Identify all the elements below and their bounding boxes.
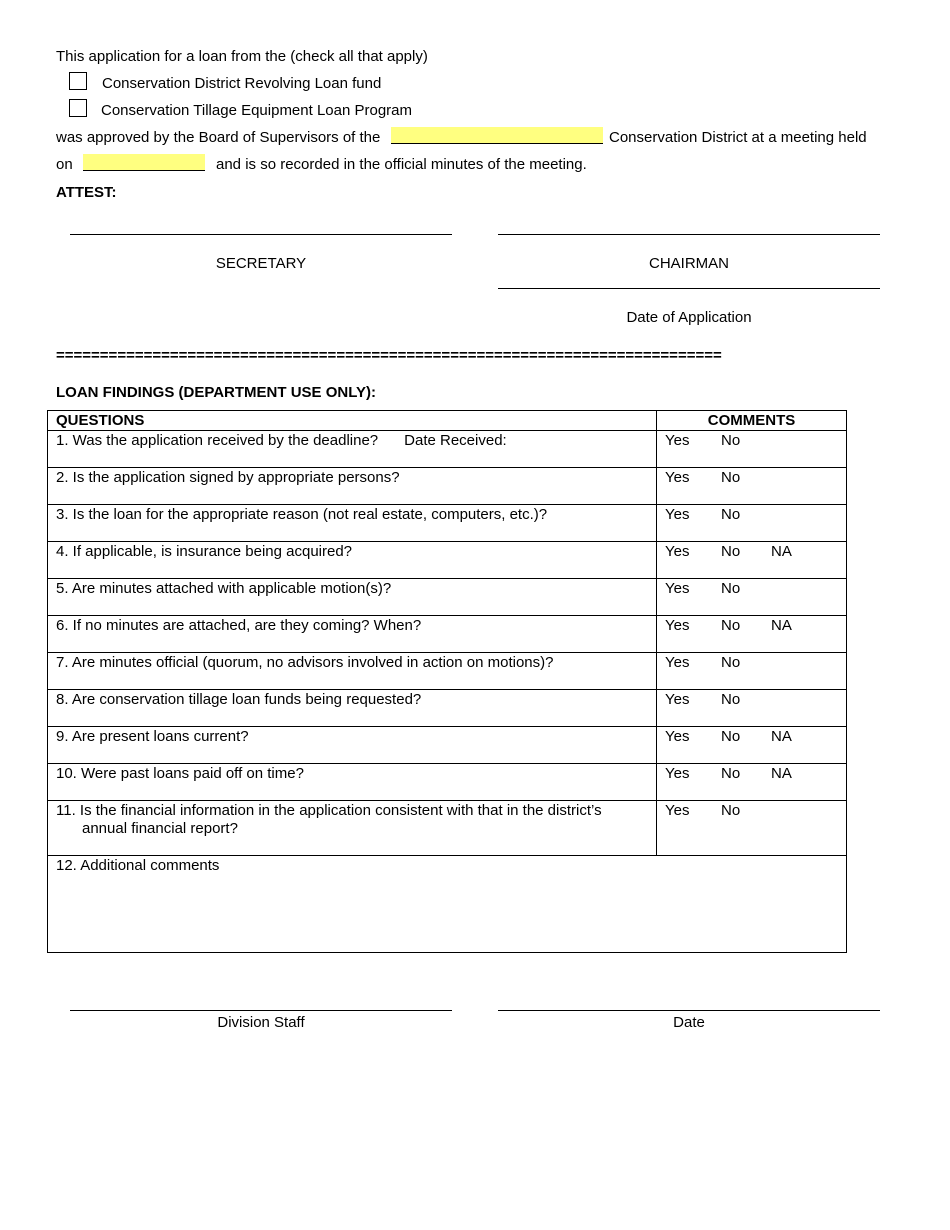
table-row bbox=[48, 856, 847, 953]
comment-cell bbox=[657, 764, 847, 801]
approved-suffix: Conservation District at a meeting held bbox=[609, 129, 867, 146]
yes-option[interactable]: Yes bbox=[665, 802, 690, 819]
no-option[interactable]: No bbox=[721, 728, 741, 745]
question-cell: 7. Are minutes official (quorum, no advisors involved in action on motions)? bbox=[48, 653, 657, 690]
na-option[interactable]: NA bbox=[771, 765, 792, 782]
table-row bbox=[48, 505, 847, 542]
yes-option[interactable]: Yes bbox=[665, 469, 690, 486]
question-cell: 3. Is the loan for the appropriate reason (not real estate, computers, etc.)? bbox=[48, 505, 657, 542]
chairman-label: CHAIRMAN bbox=[648, 255, 729, 272]
question-cell bbox=[48, 431, 657, 468]
na-option[interactable]: NA bbox=[771, 543, 792, 560]
table-row bbox=[48, 764, 847, 801]
no-option[interactable]: No bbox=[721, 543, 741, 560]
table-row bbox=[48, 542, 847, 579]
division-staff-label: Division Staff bbox=[217, 1014, 305, 1031]
on-label: on bbox=[56, 156, 73, 173]
comments-header: COMMENTS bbox=[657, 411, 847, 431]
tillage-loan-label: Conservation Tillage Equipment Loan Program bbox=[101, 102, 413, 119]
comment-cell bbox=[657, 653, 847, 690]
findings-heading: LOAN FINDINGS (DEPARTMENT USE ONLY): bbox=[56, 384, 377, 401]
revolving-loan-label: Conservation District Revolving Loan fund bbox=[102, 75, 382, 92]
no-option[interactable]: No bbox=[721, 432, 741, 449]
comment-cell bbox=[657, 616, 847, 653]
comment-cell bbox=[657, 468, 847, 505]
comment-cell bbox=[657, 727, 847, 764]
table-row bbox=[48, 431, 847, 468]
comment-cell bbox=[657, 579, 847, 616]
table-row bbox=[48, 801, 847, 856]
question-cell: 2. Is the application signed by appropriate persons? bbox=[48, 468, 657, 505]
table-row bbox=[48, 727, 847, 764]
yes-option[interactable]: Yes bbox=[665, 691, 690, 708]
comment-cell bbox=[657, 431, 847, 468]
table-row bbox=[48, 468, 847, 505]
footer-date-line[interactable] bbox=[498, 1010, 880, 1011]
yes-option[interactable]: Yes bbox=[665, 765, 690, 782]
yes-option[interactable]: Yes bbox=[665, 543, 690, 560]
yes-option[interactable]: Yes bbox=[665, 432, 690, 449]
question-text: 11. Is the financial information in the application consistent with that in the district’s bbox=[56, 802, 602, 819]
date-received-label: Date Received: bbox=[404, 432, 507, 449]
question-cell: 10. Were past loans paid off on time? bbox=[48, 764, 657, 801]
additional-comments-cell[interactable] bbox=[48, 856, 847, 953]
question-cell: 9. Are present loans current? bbox=[48, 727, 657, 764]
comment-cell bbox=[657, 801, 847, 856]
question-cell: 4. If applicable, is insurance being acquired? bbox=[48, 542, 657, 579]
no-option[interactable]: No bbox=[721, 765, 741, 782]
question-cell bbox=[48, 801, 657, 856]
yes-option[interactable]: Yes bbox=[665, 728, 690, 745]
division-staff-signature-line[interactable] bbox=[70, 1010, 452, 1011]
no-option[interactable]: No bbox=[721, 802, 741, 819]
yes-option[interactable]: Yes bbox=[665, 580, 690, 597]
no-option[interactable]: No bbox=[721, 469, 741, 486]
no-option[interactable]: No bbox=[721, 691, 741, 708]
additional-comments-label: 12. Additional comments bbox=[56, 857, 220, 874]
comment-cell bbox=[657, 505, 847, 542]
application-date-line[interactable] bbox=[498, 288, 880, 289]
question-text: 1. Was the application received by the deadline? bbox=[56, 432, 379, 449]
district-name-field[interactable] bbox=[391, 127, 603, 144]
question-cell: 6. If no minutes are attached, are they coming? When? bbox=[48, 616, 657, 653]
table-row bbox=[48, 616, 847, 653]
questions-header: QUESTIONS bbox=[48, 411, 657, 431]
chairman-signature-line[interactable] bbox=[498, 234, 880, 235]
tillage-loan-checkbox[interactable] bbox=[69, 99, 87, 117]
secretary-signature-line[interactable] bbox=[70, 234, 452, 235]
yes-option[interactable]: Yes bbox=[665, 617, 690, 634]
comment-cell bbox=[657, 542, 847, 579]
recorded-text: and is so recorded in the official minutes of the meeting. bbox=[216, 156, 587, 173]
no-option[interactable]: No bbox=[721, 617, 741, 634]
approved-prefix: was approved by the Board of Supervisors of the bbox=[56, 129, 381, 146]
secretary-label: SECRETARY bbox=[215, 255, 307, 272]
yes-option[interactable]: Yes bbox=[665, 654, 690, 671]
no-option[interactable]: No bbox=[721, 654, 741, 671]
separator: ============================================================================ bbox=[56, 347, 722, 364]
no-option[interactable]: No bbox=[721, 506, 741, 523]
table-row bbox=[48, 690, 847, 727]
application-date-label: Date of Application bbox=[626, 309, 752, 326]
attest-heading: ATTEST: bbox=[56, 184, 117, 201]
comment-cell bbox=[657, 690, 847, 727]
table-row bbox=[48, 653, 847, 690]
revolving-loan-checkbox[interactable] bbox=[69, 72, 87, 90]
na-option[interactable]: NA bbox=[771, 728, 792, 745]
question-cell: 8. Are conservation tillage loan funds being requested? bbox=[48, 690, 657, 727]
question-cell: 5. Are minutes attached with applicable motion(s)? bbox=[48, 579, 657, 616]
findings-table bbox=[47, 410, 847, 953]
footer-date-label: Date bbox=[673, 1014, 705, 1031]
yes-option[interactable]: Yes bbox=[665, 506, 690, 523]
no-option[interactable]: No bbox=[721, 580, 741, 597]
table-row bbox=[48, 579, 847, 616]
na-option[interactable]: NA bbox=[771, 617, 792, 634]
meeting-date-field[interactable] bbox=[83, 154, 205, 171]
intro-line: This application for a loan from the (check all that apply) bbox=[56, 48, 428, 65]
table-header-row bbox=[48, 411, 847, 431]
question-text-continued: annual financial report? bbox=[82, 820, 238, 837]
